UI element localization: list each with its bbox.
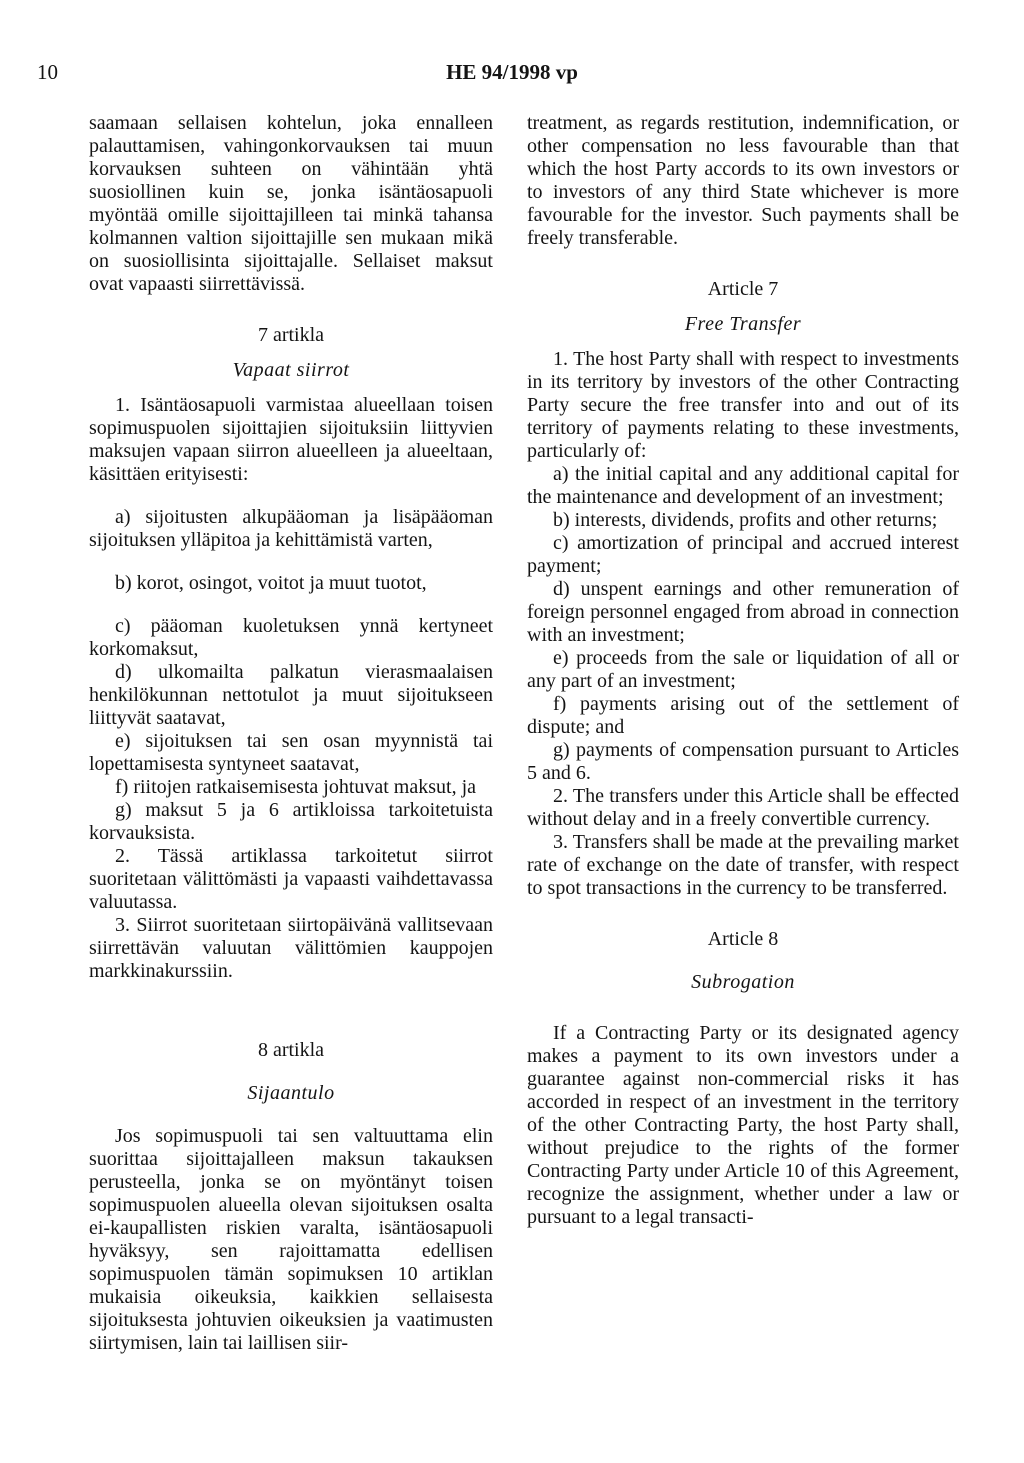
fi-article-8-paragraph: Jos sopimuspuoli tai sen valtuuttama elin suorittaa sijoittajalleen maksun takauksen perusteella, jonka se on myöntänyt toisen sopimuspuolen alueella olevan sijoituksen osalta ei-kaupallisten riskien varalta, isäntäosapuoli hyväksyy, sen rajoittamatta edellisen sopimuspuolen tämän sopimuksen 10 artiklan mukaisia oikeuksia, kaikkien sellaisesta sijoituksesta johtuvien oikeuksien ja vaatimusten siirtymisen, lain tai laillisen siir- bbox=[89, 1125, 493, 1354]
fi-article-7-item-g: g) maksut 5 ja 6 artikloissa tarkoitetuista korvauksista. bbox=[89, 799, 493, 844]
fi-article-7-paragraph-3: 3. Siirrot suoritetaan siirtopäivänä vallitsevaan siirrettävän valuutan välittömien kauppojen markkinakurssiin. bbox=[89, 914, 493, 982]
en-article-7-paragraph-1: 1. The host Party shall with respect to investments in its territory by investors of the other Contracting Party secure the free transfer into and out of its territory of payments relating to these investments, particularly of: bbox=[527, 348, 959, 462]
fi-intro-paragraph: saamaan sellaisen kohtelun, joka ennalleen palauttamisen, vahingonkorvauksen tai muun korvauksen suhteen on vähintään yhtä suosiollinen kuin se, jonka isäntäosapuoli myöntää omille sijoittajilleen tai minkä tahansa kolmannen valtion sijoittajille sen mukaan mikä on suosiollisinta sijoittajalle. Sellaiset maksut ovat vapaasti siirrettävissä. bbox=[89, 112, 493, 295]
page-number: 10 bbox=[37, 60, 58, 84]
fi-article-7-title: Vapaat siirrot bbox=[232, 359, 350, 381]
en-article-7-heading: Article 7 bbox=[707, 278, 779, 300]
fi-article-7-heading: 7 artikla bbox=[257, 324, 325, 346]
fi-article-7-item-e: e) sijoituksen tai sen osan myynnistä tai lopettamisesta syntyneet saatavat, bbox=[89, 730, 493, 775]
en-article-7-item-a: a) the initial capital and any additional capital for the maintenance and development of an investment; bbox=[527, 463, 959, 508]
fi-article-7-paragraph-1: 1. Isäntäosapuoli varmistaa alueellaan toisen sopimuspuolen sijoittajien sijoituksiin liittyvien maksujen vapaan siirron alueelleen ja alueeltaan, käsittäen erityisesti: bbox=[89, 394, 493, 485]
finnish-column bbox=[89, 112, 493, 1355]
en-intro-paragraph: treatment, as regards restitution, indemnification, or other compensation no less favourable than that which the host Party accords to its own investors or to investors of any third State whichever is more favourable for the investor. Such payments shall be freely transferable. bbox=[527, 112, 959, 249]
en-article-7-item-f: f) payments arising out of the settlement of dispute; and bbox=[527, 693, 959, 738]
en-article-7-item-g: g) payments of compensation pursuant to Articles 5 and 6. bbox=[527, 739, 959, 784]
en-article-8-heading: Article 8 bbox=[707, 928, 779, 950]
en-article-7-item-b: b) interests, dividends, profits and other returns; bbox=[553, 509, 938, 531]
fi-article-7-item-d: d) ulkomailta palkatun vierasmaalaisen henkilökunnan nettotulot ja muut sijoitukseen liittyvät saatavat, bbox=[89, 661, 493, 729]
fi-article-8-heading: 8 artikla bbox=[257, 1039, 325, 1061]
fi-article-7-item-b: b) korot, osingot, voitot ja muut tuotot, bbox=[115, 572, 427, 594]
fi-article-7-item-c: c) pääoman kuoletuksen ynnä kertyneet korkomaksut, bbox=[89, 615, 493, 660]
en-article-7-item-d: d) unspent earnings and other remuneration of foreign personnel engaged from abroad in connection with an investment; bbox=[527, 578, 959, 646]
en-article-7-title: Free Transfer bbox=[684, 313, 802, 335]
en-article-8-paragraph: If a Contracting Party or its designated agency makes a payment to its own investors under a guarantee against non-commercial risks it has accorded in respect of an investment in the territory of the other Contracting Party, the host Party shall, without prejudice to the rights of the former Contracting Party under Article 10 of this Agreement, recognize the assignment, whether under a law or pursuant to a legal transacti- bbox=[527, 1022, 959, 1228]
en-article-7-paragraph-3: 3. Transfers shall be made at the prevailing market rate of exchange on the date of transfer, with respect to spot transactions in the currency to be transferred. bbox=[527, 831, 959, 899]
en-article-8-title: Subrogation bbox=[691, 971, 795, 993]
en-article-7-item-e: e) proceeds from the sale or liquidation of all or any part of an investment; bbox=[527, 647, 959, 692]
en-article-7-item-c: c) amortization of principal and accrued interest payment; bbox=[527, 532, 959, 577]
english-column bbox=[527, 112, 959, 1229]
fi-article-7-item-a: a) sijoitusten alkupääoman ja lisäpääoman sijoituksen ylläpitoa ja kehittämistä varten, bbox=[89, 506, 493, 551]
fi-article-7-item-f: f) riitojen ratkaisemisesta johtuvat maksut, ja bbox=[115, 776, 477, 798]
fi-article-8-title: Sijaantulo bbox=[247, 1082, 335, 1104]
en-article-7-paragraph-2: 2. The transfers under this Article shall be effected without delay and in a freely convertible currency. bbox=[527, 785, 959, 830]
document-id: HE 94/1998 vp bbox=[446, 60, 578, 84]
fi-article-7-paragraph-2: 2. Tässä artiklassa tarkoitetut siirrot suoritetaan välittömästi ja vapaasti vaihdettavassa valuutassa. bbox=[89, 845, 493, 913]
